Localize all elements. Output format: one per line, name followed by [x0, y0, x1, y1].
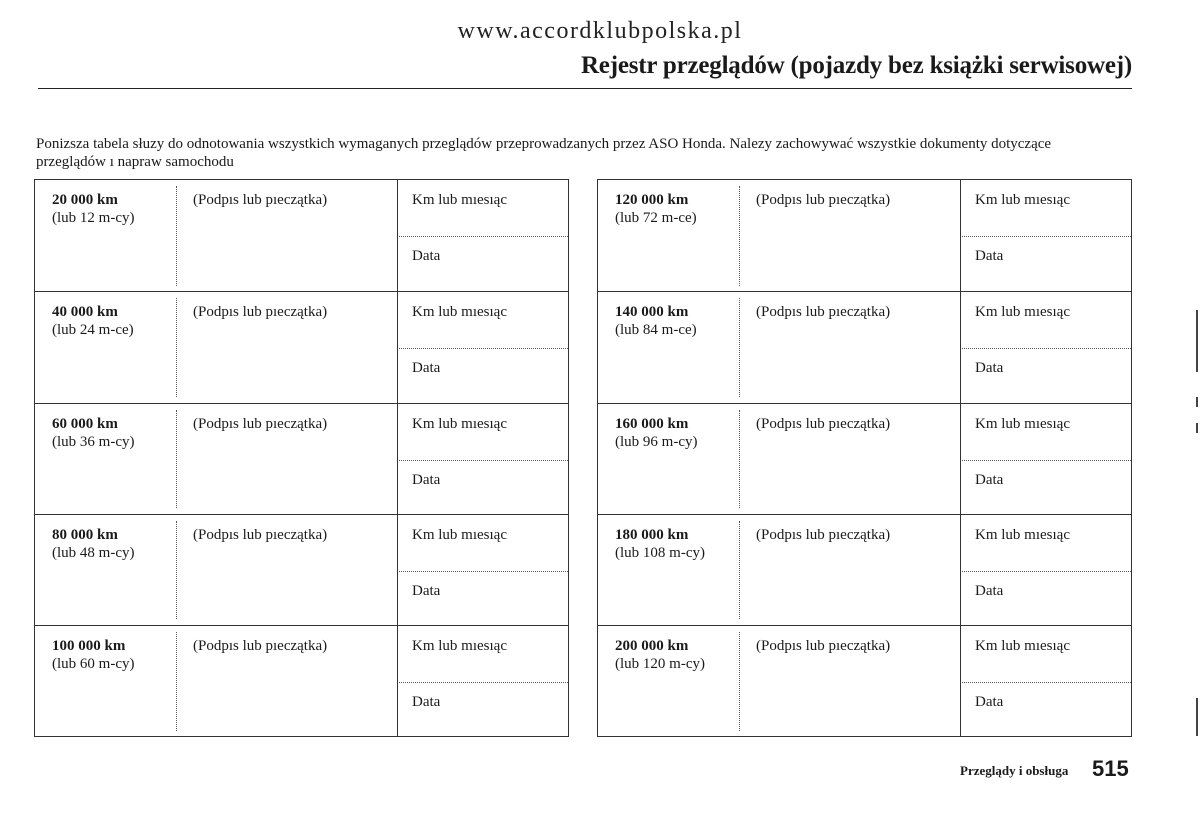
column-divider — [960, 404, 961, 515]
date-label: Data — [412, 248, 441, 264]
mileage-label: 120 000 km — [615, 192, 689, 208]
service-row — [35, 514, 568, 626]
dotted-divider — [176, 186, 177, 286]
page-title: Rejestr przeglądów (pojazdy bez książki serwisowej) — [580, 52, 1132, 79]
signature-label: (Podpıs lub pıeczątka) — [756, 415, 891, 432]
months-label: (lub 24 m-ce) — [52, 322, 134, 339]
months-label: (lub 84 m-ce) — [615, 322, 697, 339]
signature-label: (Podpıs lub pıeczątka) — [756, 526, 891, 543]
km-or-month-label: Km lub mıesıąc — [975, 638, 1070, 655]
service-row — [598, 291, 1131, 403]
column-divider — [960, 180, 961, 292]
signature-label: (Podpıs lub pıeczątka) — [193, 526, 328, 543]
km-or-month-label: Km lub mıesıąc — [412, 526, 507, 543]
dotted-divider — [739, 298, 740, 397]
service-row — [598, 514, 1131, 626]
service-row — [598, 403, 1131, 515]
dotted-divider — [399, 571, 568, 572]
service-row — [598, 625, 1131, 737]
dotted-divider — [399, 460, 568, 461]
mileage-label: 160 000 km — [615, 415, 689, 432]
months-label: (lub 72 m-ce) — [615, 210, 697, 226]
column-divider — [397, 180, 398, 292]
column-divider — [397, 515, 398, 626]
date-label: Data — [975, 694, 1004, 711]
column-divider — [397, 292, 398, 403]
edge-mark — [1196, 397, 1198, 407]
column-divider — [397, 626, 398, 737]
dotted-divider — [962, 348, 1131, 349]
km-or-month-label: Km lub mıesıąc — [975, 415, 1070, 432]
edge-mark — [1196, 698, 1198, 736]
mileage-label: 80 000 km — [52, 526, 118, 543]
watermark-url: www.accordklubpolska.pl — [457, 18, 743, 44]
signature-label: (Podpıs lub pıeczątka) — [756, 638, 891, 655]
dotted-divider — [962, 571, 1131, 572]
footer-section-label: Przeglądy i obsługa — [960, 763, 1069, 778]
dotted-divider — [962, 682, 1131, 683]
intro-paragraph: Ponizsza tabela słuzy do odnotowania wszystkich wymaganych przeglądów przeprowadzanych przez ASO Honda. Nalezy zachowywać wszystkie dokumenty dotyczące przeglądów ı napraw samochodu — [36, 136, 1052, 170]
mileage-label: 140 000 km — [615, 304, 689, 321]
service-row — [35, 403, 568, 515]
signature-label: (Podpıs lub pıeczątka) — [193, 192, 328, 208]
km-or-month-label: Km lub mıesıąc — [975, 304, 1070, 321]
dotted-divider — [739, 521, 740, 620]
page-number: 515 — [1092, 756, 1129, 781]
mileage-label: 180 000 km — [615, 526, 689, 543]
months-label: (lub 96 m-cy) — [615, 433, 698, 450]
km-or-month-label: Km lub mıesıąc — [975, 192, 1070, 208]
signature-label: (Podpıs lub pıeczątka) — [756, 192, 891, 208]
service-row — [35, 291, 568, 403]
km-or-month-label: Km lub mıesıąc — [412, 192, 507, 208]
dotted-divider — [399, 236, 568, 237]
mileage-label: 60 000 km — [52, 415, 118, 432]
column-divider — [960, 292, 961, 403]
mileage-label: 200 000 km — [615, 638, 689, 655]
months-label: (lub 48 m-cy) — [52, 544, 135, 561]
dotted-divider — [739, 410, 740, 509]
km-or-month-label: Km lub mıesıąc — [412, 415, 507, 432]
months-label: (lub 120 m-cy) — [615, 656, 705, 673]
months-label: (lub 108 m-cy) — [615, 544, 705, 561]
km-or-month-label: Km lub mıesıąc — [975, 526, 1070, 543]
service-row — [35, 625, 568, 737]
dotted-divider — [399, 682, 568, 683]
dotted-divider — [962, 460, 1131, 461]
date-label: Data — [412, 471, 441, 488]
date-label: Data — [412, 582, 441, 599]
dotted-divider — [176, 410, 177, 509]
date-label: Data — [412, 694, 441, 711]
dotted-divider — [739, 632, 740, 731]
months-label: (lub 60 m-cy) — [52, 656, 135, 673]
date-label: Data — [975, 471, 1004, 488]
mileage-label: 20 000 km — [52, 192, 118, 208]
signature-label: (Podpıs lub pıeczątka) — [193, 304, 328, 321]
column-divider — [960, 515, 961, 626]
dotted-divider — [739, 186, 740, 286]
km-or-month-label: Km lub mıesıąc — [412, 638, 507, 655]
dotted-divider — [962, 236, 1131, 237]
column-divider — [397, 404, 398, 515]
column-divider — [960, 626, 961, 737]
edge-mark — [1196, 310, 1198, 372]
months-label: (lub 12 m-cy) — [52, 210, 135, 226]
dotted-divider — [176, 632, 177, 731]
service-table-left — [34, 179, 569, 737]
date-label: Data — [975, 582, 1004, 599]
mileage-label: 100 000 km — [52, 638, 126, 655]
signature-label: (Podpıs lub pıeczątka) — [756, 304, 891, 321]
edge-mark — [1196, 423, 1198, 433]
service-row — [598, 180, 1131, 292]
date-label: Data — [975, 360, 1004, 377]
months-label: (lub 36 m-cy) — [52, 433, 135, 450]
service-row — [35, 180, 568, 292]
dotted-divider — [399, 348, 568, 349]
dotted-divider — [176, 521, 177, 620]
signature-label: (Podpıs lub pıeczątka) — [193, 415, 328, 432]
dotted-divider — [176, 298, 177, 397]
signature-label: (Podpıs lub pıeczątka) — [193, 638, 328, 655]
date-label: Data — [975, 248, 1004, 264]
date-label: Data — [412, 360, 441, 377]
service-table-right — [597, 179, 1132, 737]
title-rule — [38, 88, 1132, 89]
km-or-month-label: Km lub mıesıąc — [412, 304, 507, 321]
mileage-label: 40 000 km — [52, 304, 118, 321]
